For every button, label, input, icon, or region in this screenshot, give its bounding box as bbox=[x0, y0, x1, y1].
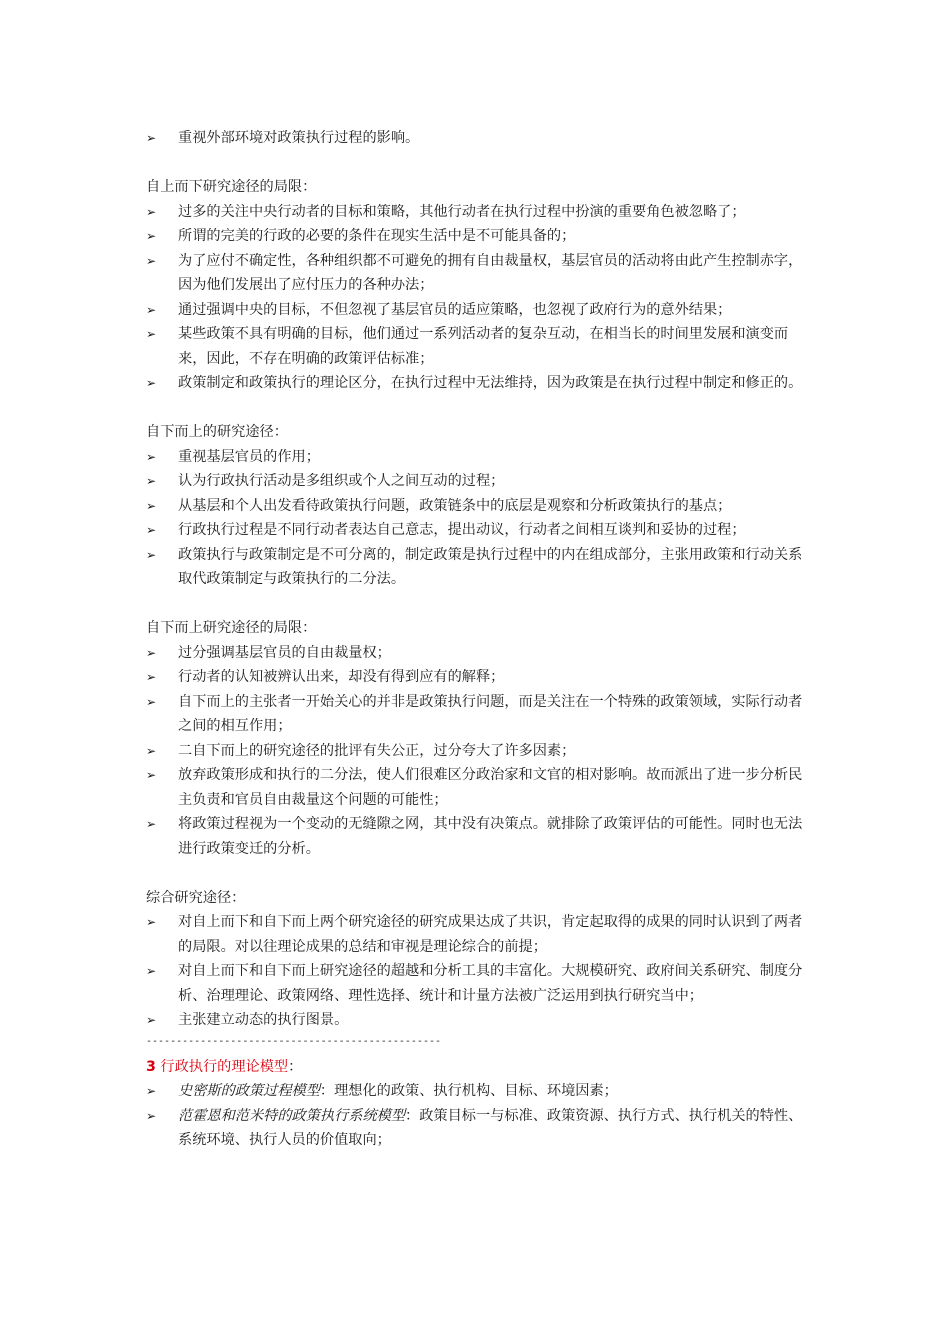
model-description: ：政策目标一与标准、政策资源、执行方式、执行机关的特性、系统环境、执行人员的价值取向； bbox=[178, 1107, 803, 1148]
intro-bullet-list bbox=[146, 126, 814, 151]
arrow-bullet-icon: ➢ bbox=[146, 204, 157, 219]
list-item bbox=[146, 126, 814, 151]
list-item bbox=[146, 910, 814, 959]
list-item bbox=[146, 1104, 814, 1153]
list-item bbox=[146, 445, 814, 470]
list-item-text: 重视外部环境对政策执行过程的影响。 bbox=[178, 130, 420, 146]
section-heading-models bbox=[146, 1055, 814, 1080]
list-item-text: 主张建立动态的执行图景。 bbox=[178, 1012, 349, 1028]
arrow-bullet-icon: ➢ bbox=[146, 1084, 157, 1098]
list-item-text: 放弃政策形成和执行的二分法，使人们很难区分政治家和文官的相对影响。故而派出了进一步分析民主负责和官员自由裁量这个问题的可能性； bbox=[178, 767, 803, 808]
list-item bbox=[146, 200, 814, 225]
list-item-text: 政策制定和政策执行的理论区分，在执行过程中无法维持，因为政策是在执行过程中制定和修正的。 bbox=[178, 375, 803, 391]
section-heading-top-down-limits: 自上而下研究途径的局限： bbox=[146, 179, 317, 195]
arrow-bullet-icon: ➢ bbox=[146, 253, 157, 268]
section-heading-integrated: 综合研究途径： bbox=[146, 889, 246, 906]
arrow-bullet-icon: ➢ bbox=[146, 474, 157, 488]
arrow-bullet-icon: ➢ bbox=[146, 229, 157, 243]
arrow-bullet-icon: ➢ bbox=[146, 915, 157, 929]
arrow-bullet-icon: ➢ bbox=[146, 670, 157, 684]
list-item-text: 二自下而上的研究途径的批评有失公正，过分夸大了许多因素； bbox=[178, 742, 576, 759]
list-item-text: 某些政策不具有明确的目标，他们通过一系列活动者的复杂互动，在相当长的时间里发展和演变而来，因此，不存在明确的政策评估标准； bbox=[178, 326, 789, 367]
arrow-bullet-icon: ➢ bbox=[146, 327, 157, 341]
list-item bbox=[146, 469, 814, 494]
bottom-up-limits-list bbox=[146, 641, 814, 862]
list-item-text: 过多的关注中央行动者的目标和策略，其他行动者在执行过程中扮演的重要角色被忽略了； bbox=[178, 203, 746, 220]
arrow-bullet-icon: ➢ bbox=[146, 498, 157, 513]
list-item bbox=[146, 543, 814, 592]
bottom-up-list bbox=[146, 445, 814, 592]
list-item-text: 行动者的认知被辨认出来，却没有得到应有的解释； bbox=[178, 669, 505, 685]
list-item-text: 自下而上的主张者一开始关心的并非是政策执行问题，而是关注在一个特殊的政策领域，实际行动者之间的相互作用； bbox=[178, 693, 803, 734]
list-item bbox=[146, 322, 814, 371]
model-description: ：理想化的政策、执行机构、目标、环境因素； bbox=[319, 1083, 618, 1099]
list-item bbox=[146, 298, 814, 323]
list-item-text: 重视基层官员的作用； bbox=[178, 448, 320, 465]
section-heading-bottom-up: 自下而上的研究途径： bbox=[146, 424, 288, 440]
list-item-text: 过分强调基层官员的自由裁量权； bbox=[178, 644, 391, 661]
arrow-bullet-icon: ➢ bbox=[146, 523, 157, 537]
list-item-text: 所谓的完美的行政的必要的条件在现实生活中是不可能具备的； bbox=[178, 228, 576, 244]
list-item bbox=[146, 665, 814, 690]
list-item bbox=[146, 249, 814, 298]
blank-line bbox=[146, 151, 814, 176]
list-item bbox=[146, 763, 814, 812]
integrated-list bbox=[146, 910, 814, 1033]
list-item-text: 行政执行过程是不同行动者表达自己意志，提出动议，行动者之间相互谈判和妥协的过程； bbox=[178, 522, 746, 538]
blank-line bbox=[146, 592, 814, 617]
list-item bbox=[146, 812, 814, 861]
arrow-bullet-icon: ➢ bbox=[146, 1108, 157, 1123]
arrow-bullet-icon: ➢ bbox=[146, 449, 157, 464]
list-item bbox=[146, 1008, 814, 1033]
list-item bbox=[146, 494, 814, 519]
section-divider: ------------------------------------------------- bbox=[146, 1035, 442, 1047]
section-heading-bottom-up-limits: 自下而上研究途径的局限： bbox=[146, 620, 317, 636]
model-name: 史密斯的政策过程模型 bbox=[178, 1083, 320, 1099]
list-item-text: 通过强调中央的目标，不但忽视了基层官员的适应策略，也忽视了政府行为的意外结果； bbox=[178, 301, 732, 318]
section-title-suffix: ： bbox=[288, 1058, 303, 1075]
list-item-text: 从基层和个人出发看待政策执行问题，政策链条中的底层是观察和分析政策执行的基点； bbox=[178, 497, 732, 514]
list-item-text: 对自上而下和自下而上两个研究途径的研究成果达成了共识，肯定起取得的成果的同时认识到了两者的局限。对以往理论成果的总结和审视是理论综合的前提； bbox=[178, 914, 803, 955]
list-item bbox=[146, 690, 814, 739]
list-item bbox=[146, 641, 814, 666]
list-item bbox=[146, 224, 814, 249]
list-item-text: 政策执行与政策制定是不可分离的，制定政策是执行过程中的内在组成部分，主张用政策和行动关系取代政策制定与政策执行的二分法。 bbox=[178, 546, 803, 587]
blank-line bbox=[146, 861, 814, 886]
arrow-bullet-icon: ➢ bbox=[146, 964, 157, 978]
models-list bbox=[146, 1079, 814, 1153]
arrow-bullet-icon: ➢ bbox=[146, 131, 157, 145]
section-number: 3 bbox=[146, 1058, 156, 1075]
arrow-bullet-icon: ➢ bbox=[146, 743, 157, 758]
document-content bbox=[146, 126, 814, 1153]
list-item bbox=[146, 518, 814, 543]
model-name: 范霍恩和范米特的政策执行系统模型 bbox=[178, 1107, 406, 1124]
blank-line bbox=[146, 396, 814, 421]
list-item-text: 认为行政执行活动是多组织或个人之间互动的过程； bbox=[178, 473, 505, 489]
arrow-bullet-icon: ➢ bbox=[146, 694, 157, 709]
list-item bbox=[146, 1079, 814, 1104]
arrow-bullet-icon: ➢ bbox=[146, 817, 157, 831]
list-item-text: 为了应付不确定性，各种组织都不可避免的拥有自由裁量权，基层官员的活动将由此产生控制赤字，因为他们发展出了应付压力的各种办法； bbox=[178, 252, 803, 293]
arrow-bullet-icon: ➢ bbox=[146, 376, 157, 390]
arrow-bullet-icon: ➢ bbox=[146, 645, 157, 660]
top-down-limits-list bbox=[146, 200, 814, 396]
arrow-bullet-icon: ➢ bbox=[146, 547, 157, 562]
list-item bbox=[146, 371, 814, 396]
arrow-bullet-icon: ➢ bbox=[146, 1013, 157, 1027]
list-item-text: 对自上而下和自下而上研究途径的超越和分析工具的丰富化。大规模研究、政府间关系研究、制度分析、治理理论、政策网络、理性选择、统计和计量方法被广泛运用到执行研究当中； bbox=[178, 963, 803, 1004]
arrow-bullet-icon: ➢ bbox=[146, 302, 157, 317]
list-item-text: 将政策过程视为一个变动的无缝隙之网，其中没有决策点。就排除了政策评估的可能性。同时也无法进行政策变迁的分析。 bbox=[178, 816, 803, 857]
list-item bbox=[146, 959, 814, 1008]
arrow-bullet-icon: ➢ bbox=[146, 768, 157, 782]
list-item bbox=[146, 739, 814, 764]
section-title: 行政执行的理论模型 bbox=[160, 1058, 289, 1075]
